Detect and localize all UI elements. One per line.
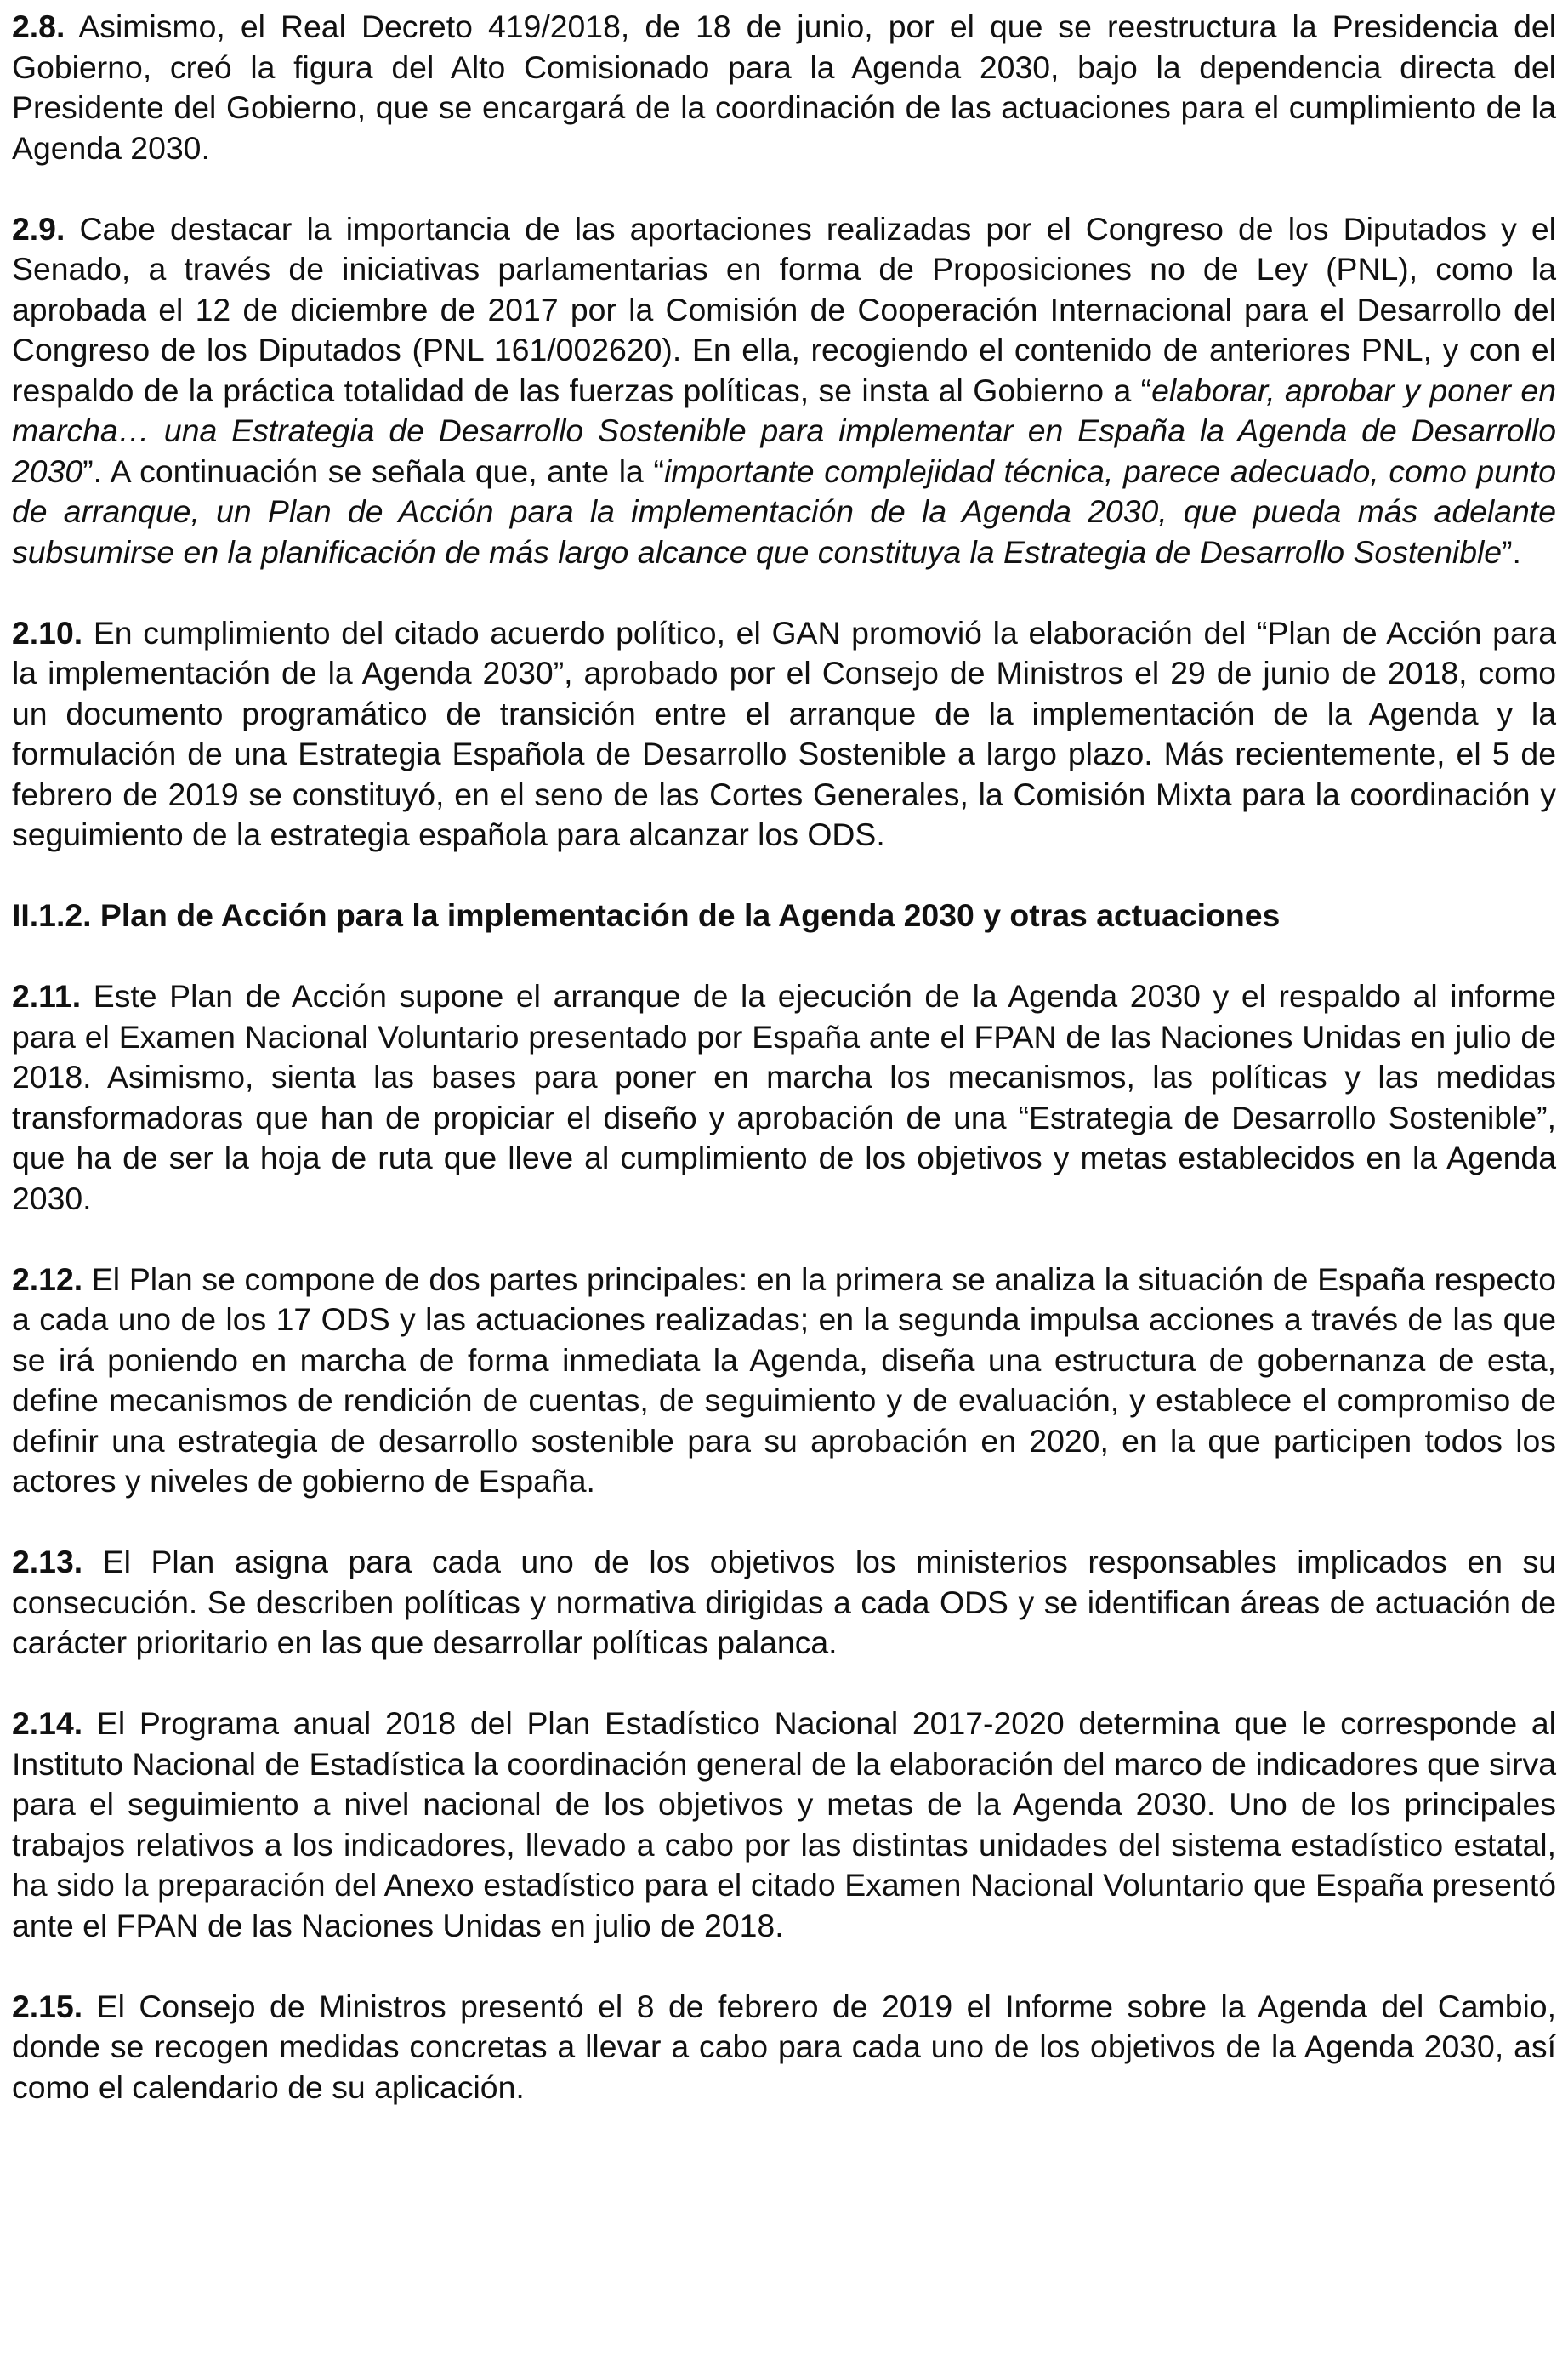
section-heading: II.1.2. Plan de Acción para la implementación de la Agenda 2030 y otras actuaciones — [12, 897, 1281, 933]
paragraph-number: 2.12. — [12, 1260, 83, 1297]
quoted-text: importante complejidad técnica, parece adecuado, como punto de arranque, un Plan de Acción para la implementación de la Agenda 2030, que pueda más adelante subsumirse en la planificación de más largo alcance que constituya la Estrategia de Desarrollo Sostenible — [12, 452, 1556, 570]
paragraph-text: El Consejo de Ministros presentó el 8 de febrero de 2019 el Informe sobre la Agenda del Cambio, donde se recogen medidas concretas a llevar a cabo para cada uno de los objetivos de la Agenda 2030, así como el calendario de su aplicación. — [12, 1988, 1556, 2105]
paragraph-text: ”. A continuación se señala que, ante la “ — [82, 452, 664, 489]
paragraph-2-15 — [12, 1987, 1556, 2108]
paragraph-text: El Plan asigna para cada uno de los objetivos los ministerios responsables implicados en su consecución. Se describen políticas y normativa dirigidas a cada ODS y se identifican áreas de actuación de carácter prioritario en las que desarrollar políticas palanca. — [12, 1544, 1556, 1660]
paragraph-text: En cumplimiento del citado acuerdo político, el GAN promovió la elaboración del “Plan de Acción para la implementación de la Agenda 2030”, aprobado por el Consejo de Ministros el 29 de junio de 2018, como un documento programático de transición entre el arranque de la implementación de la Agenda y la formulación de una Estrategia Española de Desarrollo Sostenible a largo plazo. Más recientemente, el 5 de febrero de 2019 se constituyó, en el seno de las Cortes Generales, la Comisión Mixta para la coordinación y seguimiento de la estrategia española para alcanzar los ODS. — [12, 614, 1556, 852]
paragraph-text: El Programa anual 2018 del Plan Estadístico Nacional 2017-2020 determina que le corresponde al Instituto Nacional de Estadística la coordinación general de la elaboración del marco de indicadores que sirva para el seguimiento a nivel nacional de los objetivos y metas de la Agenda 2030. Uno de los principales trabajos relativos a los indicadores, llevado a cabo por las distintas unidades del sistema estadístico estatal, ha sido la preparación del Anexo estadístico para el citado Examen Nacional Voluntario que España presentó ante el FPAN de las Naciones Unidas en julio de 2018. — [12, 1705, 1556, 1943]
paragraph-text: Cabe destacar la importancia de las aportaciones realizadas por el Congreso de los Diputados y el Senado, a través de iniciativas parlamentarias en forma de Proposiciones no de Ley (PNL), como la aprobada el 12 de diciembre de 2017 por la Comisión de Cooperación Internacional para el Desarrollo del Congreso de los Diputados (PNL 161/002620). En ella, recogiendo el contenido de anteriores PNL, y con el respaldo de la práctica totalidad de las fuerzas políticas, se insta al Gobierno a “ — [12, 210, 1556, 408]
paragraph-text: El Plan se compone de dos partes principales: en la primera se analiza la situación de España respecto a cada uno de los 17 ODS y las actuaciones realizadas; en la segunda impulsa acciones a través de las que se irá poniendo en marcha de forma inmediata la Agenda, diseña una estructura de gobernanza de esta, define mecanismos de rendición de cuentas, de seguimiento y de evaluación, y establece el compromiso de definir una estrategia de desarrollo sostenible para su aprobación en 2020, en la que participen todos los actores y niveles de gobierno de España. — [12, 1260, 1556, 1499]
paragraph-2-14 — [12, 1704, 1556, 1946]
paragraph-text: ”. — [1502, 533, 1521, 570]
paragraph-number: 2.8. — [12, 9, 65, 44]
paragraph-2-11 — [12, 976, 1556, 1219]
paragraph-number: 2.11. — [12, 978, 82, 1014]
paragraph-number: 2.15. — [12, 1988, 83, 2024]
paragraph-2-12 — [12, 1260, 1556, 1502]
paragraph-text: Este Plan de Acción supone el arranque de la ejecución de la Agenda 2030 y el respaldo al informe para el Examen Nacional Voluntario presentado por España ante el FPAN de las Naciones Unidas en julio de 2018. Asimismo, sienta las bases para poner en marcha los mecanismos, las políticas y las medidas transformadoras que han de propiciar el diseño y aprobación de una “Estrategia de Desarrollo Sostenible”, que ha de ser la hoja de ruta que lleve al cumplimiento de los objetivos y metas establecidos en la Agenda 2030. — [12, 978, 1556, 1216]
quoted-text: elaborar, aprobar y poner en marcha… una Estrategia de Desarrollo Sostenible para implementar en España la Agenda de Desarrollo 2030 — [12, 372, 1556, 489]
paragraph-2-10 — [12, 613, 1556, 856]
paragraph-number: 2.9. — [12, 210, 65, 247]
paragraph-number: 2.14. — [12, 1705, 83, 1741]
paragraph-number: 2.10. — [12, 614, 83, 651]
document-page — [12, 7, 1556, 2148]
paragraph-2-9 — [12, 209, 1556, 573]
paragraph-text: Asimismo, el Real Decreto 419/2018, de 18 de junio, por el que se reestructura la Presidencia del Gobierno, creó la figura del Alto Comisionado para la Agenda 2030, bajo la dependencia directa del Presidente del Gobierno, que se encargará de la coordinación de las actuaciones para el cumplimiento de la Agenda 2030. — [12, 9, 1556, 166]
paragraph-number: 2.13. — [12, 1544, 83, 1579]
paragraph-2-13 — [12, 1542, 1556, 1664]
paragraph-2-8 — [12, 7, 1556, 168]
